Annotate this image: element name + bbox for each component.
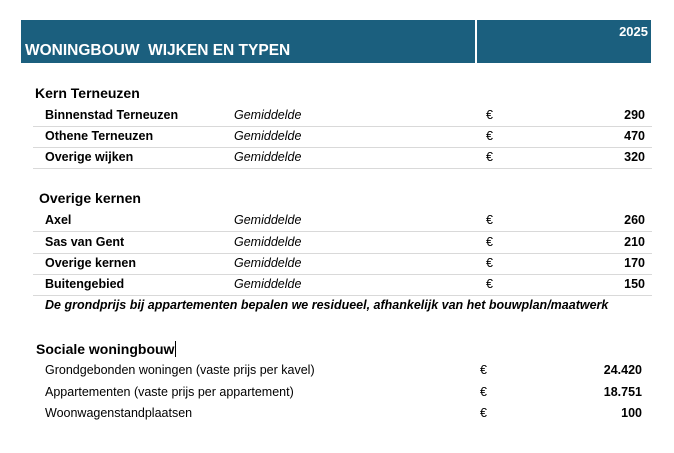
row-name: Woonwagenstandplaatsen (45, 406, 193, 420)
table-row[interactable] (33, 382, 652, 403)
table-row[interactable] (33, 147, 652, 169)
euro-sign: € (486, 235, 493, 249)
row-name: Sas van Gent (45, 235, 125, 249)
section-title-kern-terneuzen: Kern Terneuzen (35, 85, 140, 101)
table-row[interactable] (33, 253, 652, 275)
table-row[interactable] (33, 126, 652, 148)
table-row[interactable] (33, 274, 652, 296)
row-value: 470 (624, 129, 645, 143)
row-value: 260 (624, 213, 645, 227)
table-row[interactable] (33, 403, 652, 424)
row-value: 150 (624, 277, 645, 291)
table-row[interactable] (33, 232, 652, 254)
row-value: 290 (624, 108, 645, 122)
table-row[interactable] (33, 360, 652, 381)
row-kind: Gemiddelde (234, 108, 302, 122)
row-value: 210 (624, 235, 645, 249)
section-title-sociale-woningbouw[interactable] (36, 341, 176, 357)
row-kind: Gemiddelde (234, 129, 302, 143)
euro-sign: € (486, 213, 493, 227)
table-row[interactable] (33, 210, 652, 232)
row-kind: Gemiddelde (234, 150, 302, 164)
row-value: 100 (621, 406, 642, 420)
table-title: WONINGBOUW WIJKEN EN TYPEN (25, 42, 291, 59)
row-value: 170 (624, 256, 645, 270)
euro-sign: € (486, 277, 493, 291)
row-name: Buitengebied (45, 277, 125, 291)
year-header: 2025 (619, 24, 648, 39)
row-kind: Gemiddelde (234, 235, 302, 249)
row-kind: Gemiddelde (234, 256, 302, 270)
text-cursor (175, 341, 176, 357)
euro-sign: € (480, 406, 487, 420)
row-kind: Gemiddelde (234, 213, 302, 227)
row-name: Grondgebonden woningen (vaste prijs per kavel) (45, 363, 315, 377)
euro-sign: € (480, 363, 487, 377)
row-name: Axel (45, 213, 72, 227)
euro-sign: € (480, 385, 487, 399)
row-value: 18.751 (603, 385, 642, 399)
appartementen-note: De grondprijs bij appartementen bepalen we residueel, afhankelijk van het bouwplan/maatwerk (45, 298, 609, 312)
row-value: 320 (624, 150, 645, 164)
row-value: 24.420 (603, 363, 642, 377)
row-kind: Gemiddelde (234, 277, 302, 291)
table-row[interactable] (33, 105, 652, 127)
euro-sign: € (486, 108, 493, 122)
euro-sign: € (486, 129, 493, 143)
table-header (21, 20, 651, 63)
row-name: Overige kernen (45, 256, 137, 270)
row-name: Binnenstad Terneuzen (45, 108, 179, 122)
row-name: Othene Terneuzen (45, 129, 154, 143)
row-name: Overige wijken (45, 150, 134, 164)
euro-sign: € (486, 150, 493, 164)
row-name: Appartementen (vaste prijs per appartement) (45, 385, 294, 399)
header-divider (475, 20, 477, 63)
section-title-overige-kernen: Overige kernen (39, 190, 141, 206)
euro-sign: € (486, 256, 493, 270)
section-title-text: Sociale woningbouw (36, 341, 175, 357)
